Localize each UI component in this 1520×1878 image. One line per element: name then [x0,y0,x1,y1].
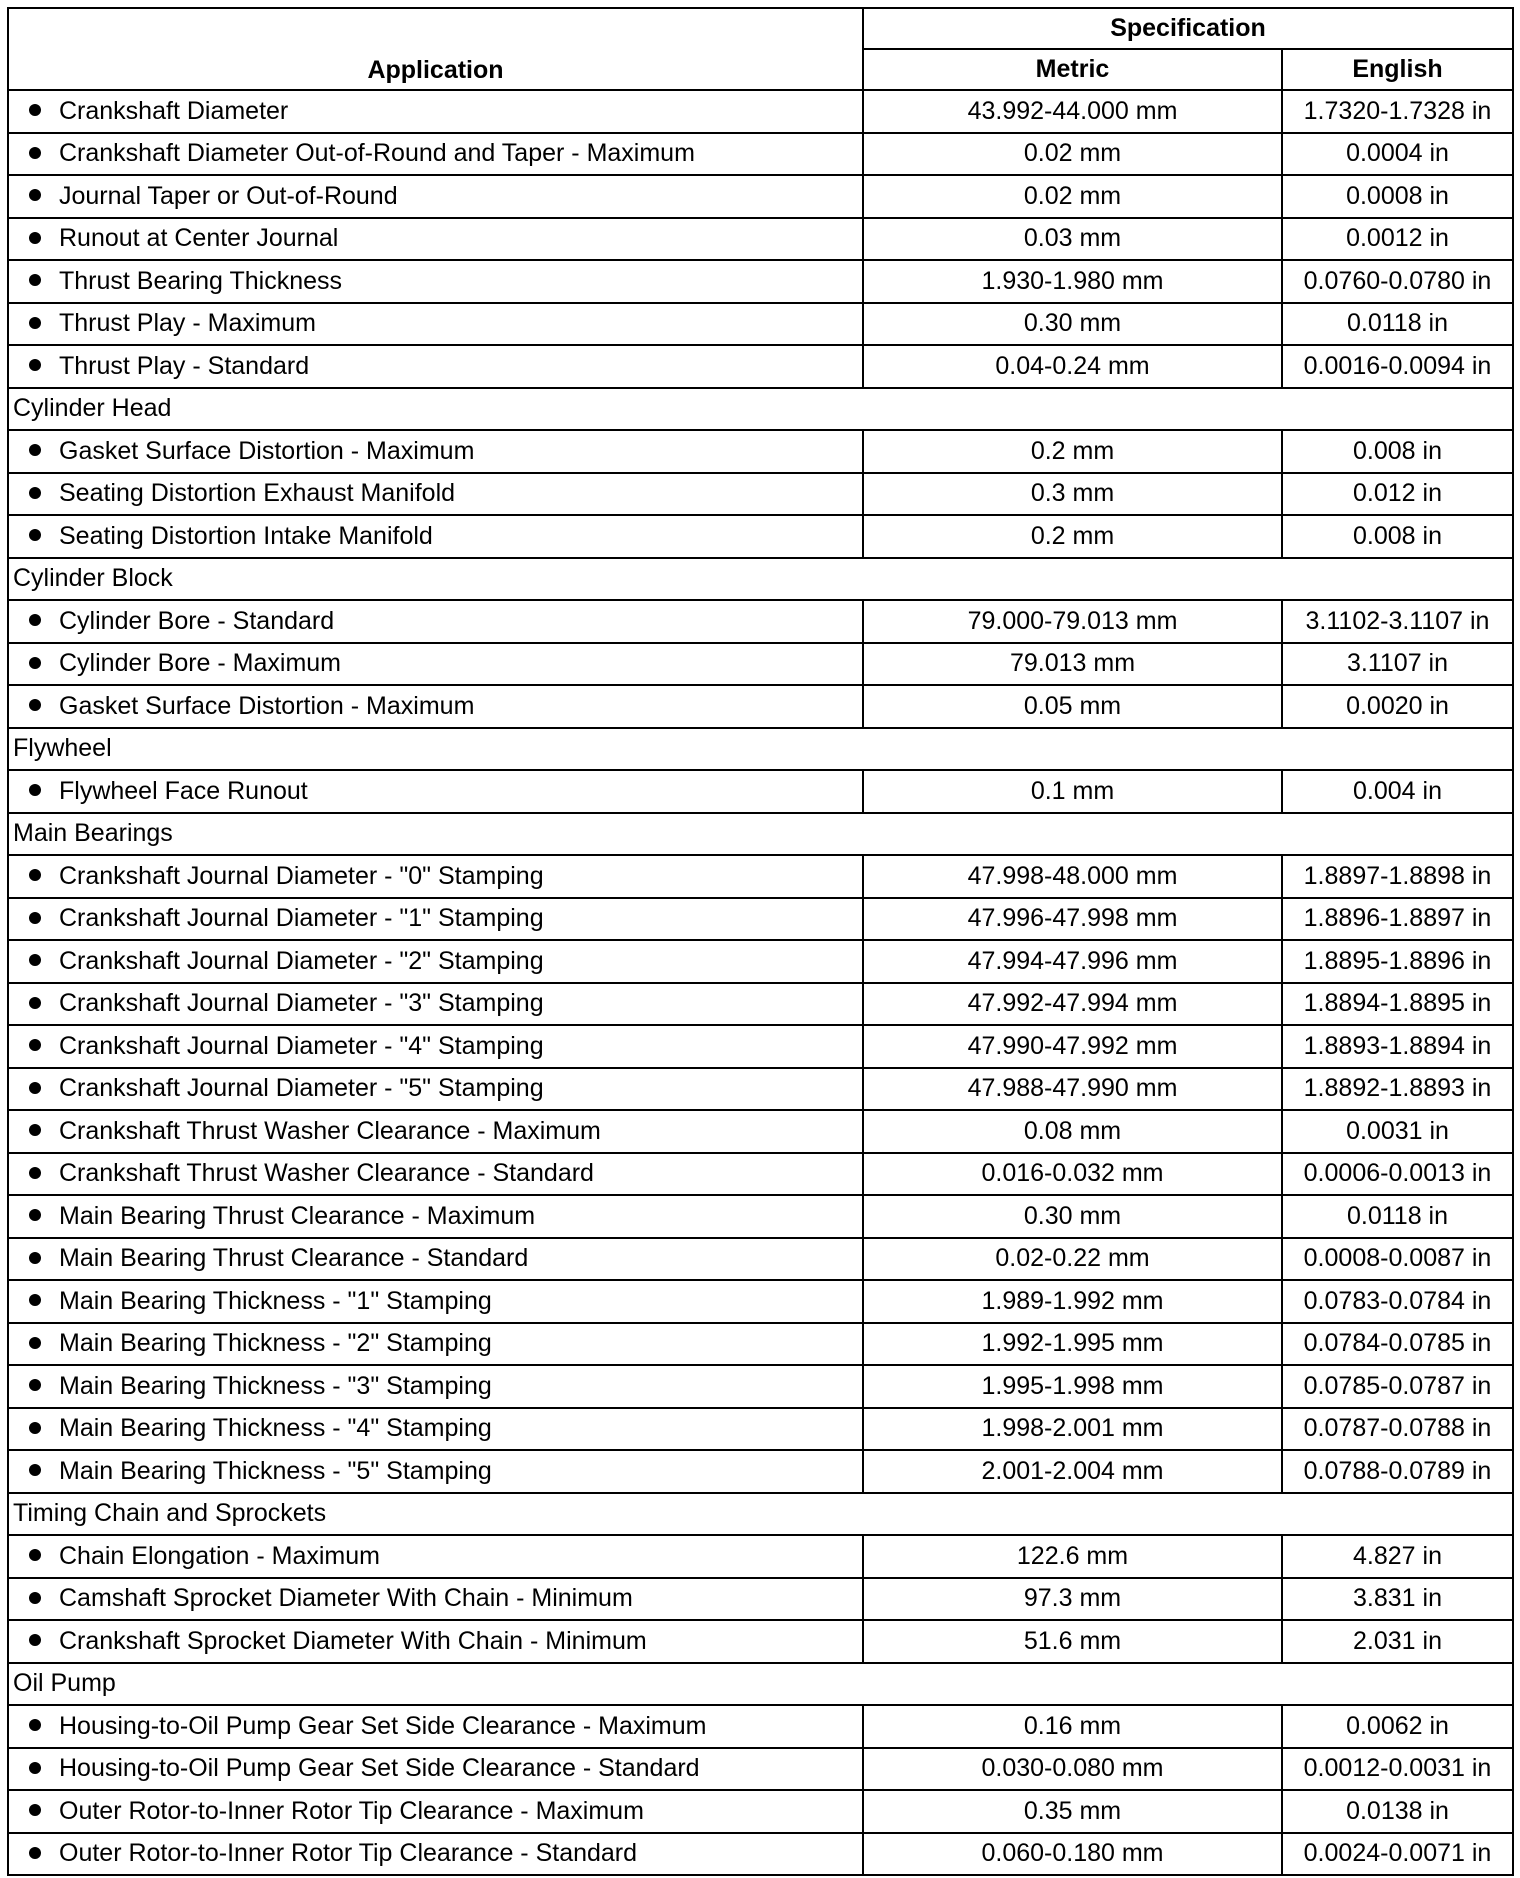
english-cell: 1.8892-1.8893 in [1282,1068,1513,1111]
application-label: Crankshaft Journal Diameter - "3" Stamping [59,989,544,1018]
bullet-icon [29,317,41,329]
metric-cell: 0.2 mm [863,515,1282,558]
english-cell: 0.0788-0.0789 in [1282,1450,1513,1493]
application-label: Crankshaft Sprocket Diameter With Chain - Minimum [59,1626,647,1655]
english-cell: 3.1107 in [1282,643,1513,686]
metric-header: Metric [863,49,1282,90]
table-row [8,1408,1513,1451]
section-row [8,1493,1513,1536]
application-cell [8,218,863,261]
application-cell [8,1408,863,1451]
english-cell: 0.0008-0.0087 in [1282,1238,1513,1281]
application-cell [8,685,863,728]
application-label: Crankshaft Journal Diameter - "2" Stamping [59,946,544,975]
table-row [8,473,1513,516]
english-cell: 0.004 in [1282,770,1513,813]
application-label: Crankshaft Journal Diameter - "0" Stamping [59,861,544,890]
bullet-icon [29,232,41,244]
metric-cell: 0.016-0.032 mm [863,1153,1282,1196]
application-cell [8,1110,863,1153]
metric-cell: 47.988-47.990 mm [863,1068,1282,1111]
application-header: Application [8,8,863,90]
bullet-icon [29,912,41,924]
bullet-icon [29,1762,41,1774]
bullet-icon [29,1422,41,1434]
table-row [8,133,1513,176]
bullet-icon [29,997,41,1009]
table-row [8,260,1513,303]
application-label: Cylinder Bore - Maximum [59,649,342,678]
table-row [8,600,1513,643]
application-label: Housing-to-Oil Pump Gear Set Side Clearance - Maximum [59,1711,707,1740]
bullet-icon [29,1847,41,1859]
application-label: Main Bearing Thrust Clearance - Standard [59,1244,529,1273]
bullet-icon [29,1804,41,1816]
english-cell: 0.008 in [1282,515,1513,558]
metric-cell: 2.001-2.004 mm [863,1450,1282,1493]
english-header: English [1282,49,1513,90]
table-row [8,770,1513,813]
metric-cell: 0.30 mm [863,303,1282,346]
application-cell [8,260,863,303]
bullet-icon [29,274,41,286]
section-row [8,558,1513,601]
application-cell [8,1153,863,1196]
table-row [8,855,1513,898]
application-cell [8,1705,863,1748]
english-cell: 0.0760-0.0780 in [1282,260,1513,303]
spec-table [7,7,1514,1876]
table-header [8,8,1513,90]
section-label: Cylinder Block [8,558,1513,601]
table-row [8,1153,1513,1196]
metric-cell: 0.35 mm [863,1790,1282,1833]
metric-cell: 47.998-48.000 mm [863,855,1282,898]
application-cell [8,770,863,813]
english-cell: 0.0783-0.0784 in [1282,1280,1513,1323]
table-row [8,430,1513,473]
metric-cell: 0.030-0.080 mm [863,1748,1282,1791]
application-label: Chain Elongation - Maximum [59,1541,380,1570]
application-label: Thrust Play - Standard [59,351,310,380]
application-label: Crankshaft Diameter [59,96,289,125]
metric-cell: 79.000-79.013 mm [863,600,1282,643]
application-cell [8,1195,863,1238]
bullet-icon [29,1294,41,1306]
bullet-icon [29,1464,41,1476]
application-cell [8,1323,863,1366]
english-cell: 0.0008 in [1282,175,1513,218]
metric-cell: 0.3 mm [863,473,1282,516]
application-cell [8,90,863,133]
english-cell: 0.008 in [1282,430,1513,473]
table-row [8,940,1513,983]
section-label: Timing Chain and Sprockets [8,1493,1513,1536]
application-cell [8,1365,863,1408]
application-cell [8,175,863,218]
bullet-icon [29,1039,41,1051]
table-row [8,90,1513,133]
application-label: Seating Distortion Intake Manifold [59,521,433,550]
english-cell: 1.8895-1.8896 in [1282,940,1513,983]
metric-cell: 1.992-1.995 mm [863,1323,1282,1366]
table-row [8,1535,1513,1578]
application-cell [8,940,863,983]
english-cell: 0.0020 in [1282,685,1513,728]
table-row [8,1620,1513,1663]
table-row [8,175,1513,218]
application-label: Main Bearing Thrust Clearance - Maximum [59,1201,536,1230]
application-cell [8,1535,863,1578]
section-row [8,1663,1513,1706]
application-cell [8,1238,863,1281]
bullet-icon [29,189,41,201]
bullet-icon [29,1209,41,1221]
english-cell: 3.831 in [1282,1578,1513,1621]
bullet-icon [29,1124,41,1136]
english-cell: 3.1102-3.1107 in [1282,600,1513,643]
application-cell [8,1790,863,1833]
metric-cell: 0.08 mm [863,1110,1282,1153]
application-label: Main Bearing Thickness - "3" Stamping [59,1371,492,1400]
table-row [8,1110,1513,1153]
metric-cell: 1.989-1.992 mm [863,1280,1282,1323]
english-cell: 1.8894-1.8895 in [1282,983,1513,1026]
english-cell: 1.8896-1.8897 in [1282,898,1513,941]
table-row [8,1238,1513,1281]
metric-cell: 51.6 mm [863,1620,1282,1663]
english-cell: 0.0016-0.0094 in [1282,345,1513,388]
metric-cell: 79.013 mm [863,643,1282,686]
bullet-icon [29,1379,41,1391]
english-cell: 2.031 in [1282,1620,1513,1663]
section-label: Cylinder Head [8,388,1513,431]
metric-cell: 0.03 mm [863,218,1282,261]
application-label: Main Bearing Thickness - "4" Stamping [59,1414,492,1443]
metric-cell: 0.1 mm [863,770,1282,813]
table-row [8,643,1513,686]
english-cell: 0.0012 in [1282,218,1513,261]
english-cell: 0.0031 in [1282,1110,1513,1153]
table-row [8,1323,1513,1366]
application-label: Runout at Center Journal [59,224,339,253]
table-row [8,1790,1513,1833]
bullet-icon [29,529,41,541]
table-row [8,1025,1513,1068]
table-row [8,1833,1513,1876]
application-label: Crankshaft Diameter Out-of-Round and Taper - Maximum [59,139,695,168]
section-label: Main Bearings [8,813,1513,856]
application-cell [8,600,863,643]
bullet-icon [29,1167,41,1179]
application-label: Camshaft Sprocket Diameter With Chain - Minimum [59,1584,633,1613]
bullet-icon [29,1337,41,1349]
application-label: Main Bearing Thickness - "2" Stamping [59,1329,492,1358]
bullet-icon [29,1719,41,1731]
bullet-icon [29,1549,41,1561]
bullet-icon [29,699,41,711]
metric-cell: 1.930-1.980 mm [863,260,1282,303]
english-cell: 4.827 in [1282,1535,1513,1578]
metric-cell: 0.2 mm [863,430,1282,473]
application-cell [8,303,863,346]
table-row [8,1068,1513,1111]
application-cell [8,1450,863,1493]
application-cell [8,430,863,473]
application-label: Outer Rotor-to-Inner Rotor Tip Clearance - Maximum [59,1796,644,1825]
application-cell [8,1280,863,1323]
table-row [8,983,1513,1026]
english-cell: 0.012 in [1282,473,1513,516]
bullet-icon [29,1592,41,1604]
metric-cell: 43.992-44.000 mm [863,90,1282,133]
metric-cell: 0.05 mm [863,685,1282,728]
table-body [8,90,1513,1875]
metric-cell: 0.060-0.180 mm [863,1833,1282,1876]
table-row [8,1748,1513,1791]
application-cell [8,345,863,388]
english-cell: 0.0784-0.0785 in [1282,1323,1513,1366]
application-cell [8,1833,863,1876]
bullet-icon [29,954,41,966]
application-label: Crankshaft Journal Diameter - "1" Stamping [59,904,544,933]
application-cell [8,1068,863,1111]
application-label: Flywheel Face Runout [59,776,308,805]
section-row [8,388,1513,431]
metric-cell: 97.3 mm [863,1578,1282,1621]
bullet-icon [29,104,41,116]
english-cell: 0.0006-0.0013 in [1282,1153,1513,1196]
bullet-icon [29,444,41,456]
application-cell [8,1578,863,1621]
application-cell [8,1748,863,1791]
application-label: Thrust Bearing Thickness [59,266,342,295]
application-cell [8,983,863,1026]
application-cell [8,515,863,558]
application-cell [8,133,863,176]
application-label: Crankshaft Journal Diameter - "4" Stamping [59,1031,544,1060]
metric-cell: 47.990-47.992 mm [863,1025,1282,1068]
application-label: Main Bearing Thickness - "5" Stamping [59,1456,492,1485]
metric-cell: 47.994-47.996 mm [863,940,1282,983]
application-label: Crankshaft Thrust Washer Clearance - Standard [59,1159,594,1188]
application-label: Cylinder Bore - Standard [59,606,335,635]
bullet-icon [29,1082,41,1094]
table-row [8,1195,1513,1238]
table-row [8,898,1513,941]
table-row [8,685,1513,728]
english-cell: 0.0012-0.0031 in [1282,1748,1513,1791]
english-cell: 0.0118 in [1282,303,1513,346]
section-label: Oil Pump [8,1663,1513,1706]
application-label: Thrust Play - Maximum [59,309,316,338]
table-row [8,1578,1513,1621]
section-row [8,728,1513,771]
english-cell: 0.0138 in [1282,1790,1513,1833]
application-cell [8,1620,863,1663]
header-row-1 [8,8,1513,49]
application-label: Journal Taper or Out-of-Round [59,181,398,210]
application-label: Housing-to-Oil Pump Gear Set Side Clearance - Standard [59,1754,700,1783]
table-row [8,1705,1513,1748]
english-cell: 0.0062 in [1282,1705,1513,1748]
metric-cell: 0.02-0.22 mm [863,1238,1282,1281]
metric-cell: 122.6 mm [863,1535,1282,1578]
english-cell: 1.8897-1.8898 in [1282,855,1513,898]
metric-cell: 0.02 mm [863,175,1282,218]
english-cell: 0.0004 in [1282,133,1513,176]
english-cell: 0.0787-0.0788 in [1282,1408,1513,1451]
table-row [8,1365,1513,1408]
application-label: Outer Rotor-to-Inner Rotor Tip Clearance - Standard [59,1839,638,1868]
section-label: Flywheel [8,728,1513,771]
table-row [8,303,1513,346]
table-row [8,345,1513,388]
metric-cell: 47.996-47.998 mm [863,898,1282,941]
metric-cell: 1.998-2.001 mm [863,1408,1282,1451]
application-label: Gasket Surface Distortion - Maximum [59,691,475,720]
bullet-icon [29,869,41,881]
application-cell [8,473,863,516]
bullet-icon [29,784,41,796]
bullet-icon [29,359,41,371]
application-cell [8,855,863,898]
english-cell: 1.8893-1.8894 in [1282,1025,1513,1068]
application-cell [8,1025,863,1068]
table-row [8,515,1513,558]
bullet-icon [29,1252,41,1264]
metric-cell: 0.16 mm [863,1705,1282,1748]
application-label: Gasket Surface Distortion - Maximum [59,436,475,465]
bullet-icon [29,487,41,499]
section-row [8,813,1513,856]
specification-header: Specification [863,8,1513,49]
english-cell: 0.0118 in [1282,1195,1513,1238]
application-label: Crankshaft Journal Diameter - "5" Stamping [59,1074,544,1103]
application-label: Main Bearing Thickness - "1" Stamping [59,1286,492,1315]
application-label: Crankshaft Thrust Washer Clearance - Maximum [59,1116,601,1145]
english-cell: 1.7320-1.7328 in [1282,90,1513,133]
metric-cell: 0.30 mm [863,1195,1282,1238]
metric-cell: 1.995-1.998 mm [863,1365,1282,1408]
metric-cell: 0.02 mm [863,133,1282,176]
english-cell: 0.0785-0.0787 in [1282,1365,1513,1408]
table-row [8,1280,1513,1323]
metric-cell: 47.992-47.994 mm [863,983,1282,1026]
english-cell: 0.0024-0.0071 in [1282,1833,1513,1876]
table-row [8,218,1513,261]
table-row [8,1450,1513,1493]
bullet-icon [29,614,41,626]
bullet-icon [29,657,41,669]
application-label: Seating Distortion Exhaust Manifold [59,479,456,508]
application-cell [8,643,863,686]
bullet-icon [29,1634,41,1646]
metric-cell: 0.04-0.24 mm [863,345,1282,388]
bullet-icon [29,147,41,159]
application-cell [8,898,863,941]
